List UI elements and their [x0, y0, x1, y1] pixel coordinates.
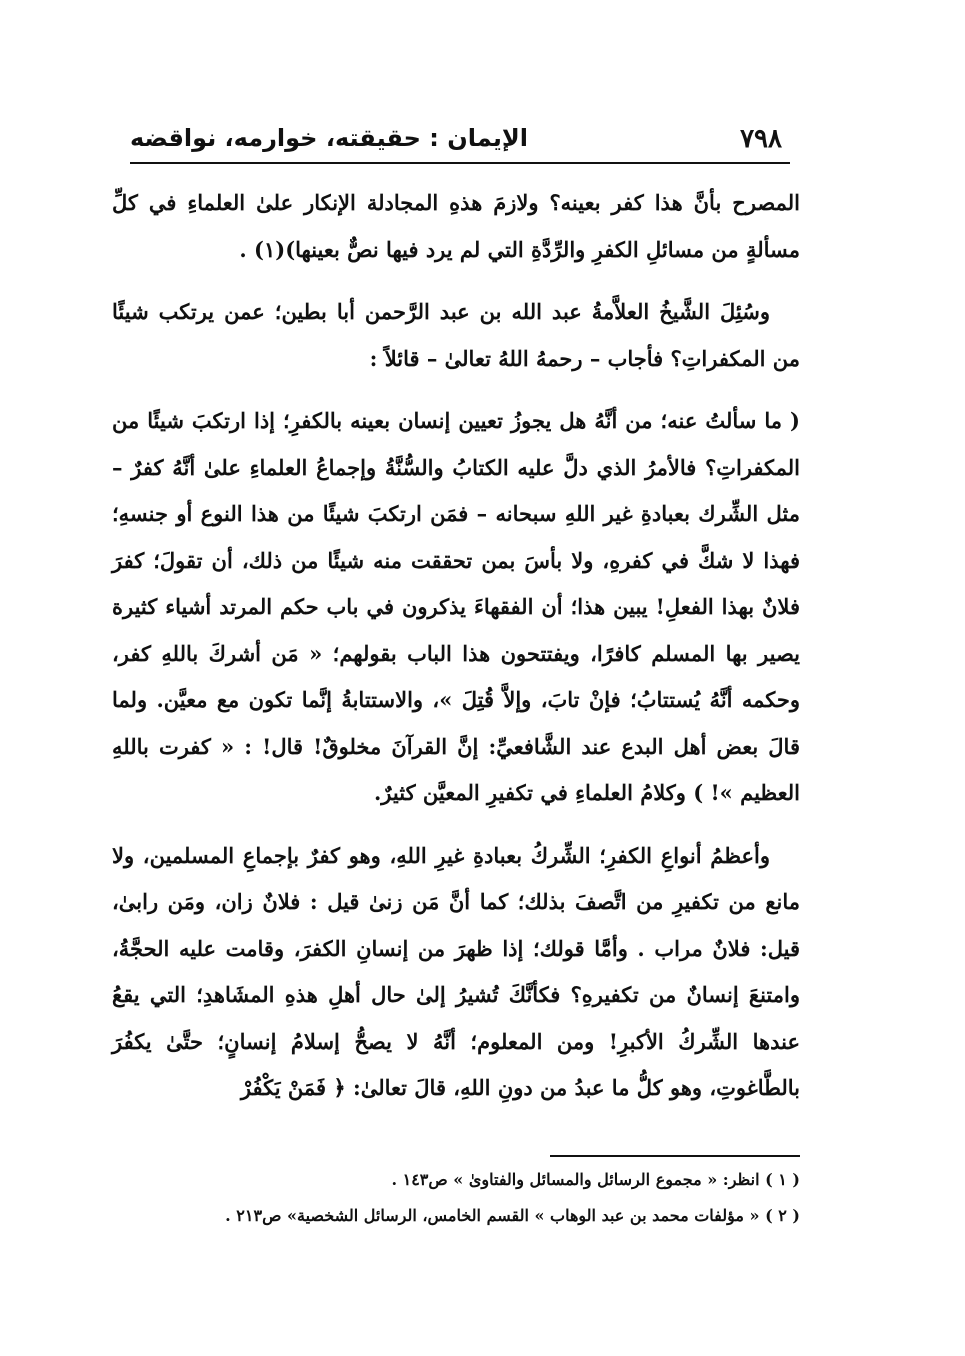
- paragraph-gap: [112, 817, 800, 833]
- paragraph-1: المصرح بأنَّ هذا كفر بعينه؟ ولازمَ هذهِ المجادلة الإنكار علىٰ العلماءِ في كلِّ مسألةٍ من مسائلِ الكفرِ والرِّدَّةِ التي لم يرد فيها نصٌّ بعينها)(١) .: [112, 190, 800, 262]
- paragraph-2: وسُئِلَ الشَّيخُ العلاَّمةُ عبد الله بن عبد الرَّحمن أبا بطين؛ عمن يرتكب شيئًا من المكفراتِ؟ فأجاب – رحمهُ اللهُ تعالىٰ – قائلاً :: [112, 299, 800, 371]
- main-text: [112, 180, 800, 1112]
- footnote-1: ( ١ ) انظر: « مجموع الرسائل والمسائل والفتاوىٰ » ص١٤٣ .: [391, 1170, 800, 1189]
- footnotes: [150, 1162, 800, 1234]
- header-rule: [130, 162, 790, 164]
- paragraph-gap: [112, 273, 800, 289]
- footnote-2: ( ٢ ) « مؤلفات محمد بن عبد الوهاب » القسم الخامس، الرسائل الشخصية» ص٢١٣ .: [225, 1206, 800, 1225]
- running-title: الإيمان : حقيقته، خوارمه، نواقضه: [130, 124, 528, 152]
- page-header: [130, 120, 790, 164]
- paragraph-3-quote: ( ما سألتُ عنه؛ من أنَّهُ هل يجوزُ تعيين إنسان بعينه بالكفرِ؛ إذا ارتكبَ شيئًا من المكفراتِ؟ فالأمرُ الذي دلَّ عليه الكتابُ والسُّنَّةُ وإجماعُ العلماءِ علىٰ أنَّهُ كفرٌ – مثل الشِّرك بعبادةِ غير اللهِ سبحانه – فمَن ارتكبَ شيئًا من هذا النوع أو جنسهِ؛ فهذا لا شكَّ في كفرهِ، ولا بأسَ بمن تحققت منه شيئًا من ذلك، أن تقولَ؛ كفرَ فلانٌ بهذا الفعلِ! يبين هذا؛ أن الفقهاءَ يذكرون في باب حكم المرتد أشياء كثيرة يصير بها المسلم كافرًا، ويفتتحون هذا الباب بقولهم؛ « مَن أشركَ باللهِ كفر، وحكمه أنَّهُ يُستتابُ؛ فإنْ تابَ، وإلاَّ قُتِلَ »، والاستتابةُ إنَّما تكون مع معيَّن. ولما قالَ بعض أهل البدع عند الشَّافعيِّ: إنَّ القرآنَ مخلوقٌ! قال! : « كفرت باللهِ العظيم »! ) وكلامُ العلماءِ في تكفيرِ المعيَّن كثيرٌ.: [112, 408, 800, 805]
- paragraph-4: وأعظمُ أنواعِ الكفرِ؛ الشِّركُ بعبادةِ غيرِ اللهِ، وهو كفرٌ بإجماعِ المسلمين، ولا مانع من تكفيرِ من اتَّصفَ بذلك؛ كما أنَّ مَن زنىٰ قيل : فلانٌ زان، ومَن رابىٰ، قيل: فلانٌ مراب . وأمَّا قولك؛ إذا ظهرَ من إنسانِ الكفرَ، وقامت عليه الحجَّةُ، وامتنعَ إنسانٌ من تكفيرهِ؟ فكأنَّكَ تُشيرُ إلىٰ حال أهلِ هذهِ المشَاهدِ؛ التي يقعُ عندها الشِّركُ الأكبرِ! ومن المعلوم؛ أنَّهُ لا يصحُّ إسلامُ إنسانٍ؛ حتَّىٰ يكفُرَ بالطَّاغوتِ، وهو كلُّ ما عبدُ من دونِ اللهِ، قالَ تعالىٰ: ﴿ فَمَنْ يَكْفُرْ: [112, 842, 800, 1100]
- paragraph-gap: [112, 382, 800, 398]
- page-number: ٧٩٨: [740, 124, 782, 154]
- footnote-separator: [550, 1155, 800, 1157]
